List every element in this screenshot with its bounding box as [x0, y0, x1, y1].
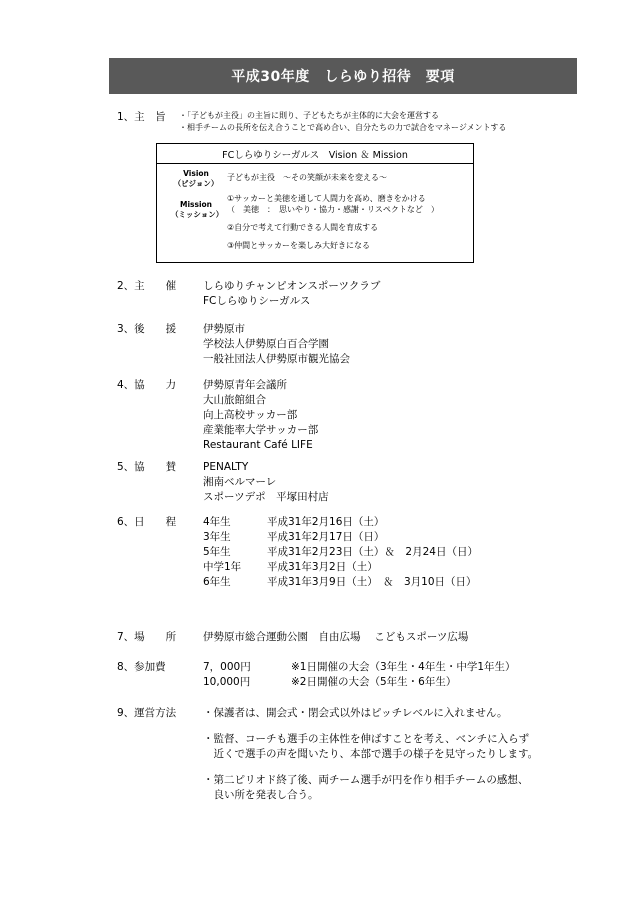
schedule-row: [203, 545, 478, 560]
schedule-grade: 5年生: [203, 546, 231, 558]
schedule-grade: 3年生: [203, 531, 231, 543]
fee-amount: 10,000円: [203, 676, 251, 688]
operation-bullet-2-line-1: ・監督、コーチも選手の主体性を伸ばすことを考え、ベンチに入らず: [203, 733, 530, 745]
cooperation-line-2: 大山旅館組合: [203, 394, 266, 406]
operation-bullet-2: [203, 732, 538, 762]
schedule-grade: 6年生: [203, 576, 231, 588]
venue-text: 伊勢原市総合運動公園 自由広場 こどもスポーツ広場: [203, 631, 469, 643]
mission-kana: （ミッション）: [171, 210, 224, 219]
fee-amount: 7，000円: [203, 661, 251, 673]
schedule-date: 平成31年2月23日（土）＆ 2月24日（日）: [267, 546, 478, 558]
vision-label-block: [171, 169, 221, 189]
operation-bullet-3-line-2: 良い所を発表し合う。: [203, 789, 319, 801]
fee-row: [203, 675, 516, 690]
schedule-row: [203, 575, 478, 590]
fee-row: [203, 660, 516, 675]
purpose-line-1: ・「子どもが主役」の主旨に則り、子どもたちが主体的に大会を運営する: [179, 111, 439, 120]
document-title: 平成30年度 しらゆり招待 要項: [109, 58, 577, 94]
mission-item-1-note: （ 美徳 ： 思いやり・協力・感謝・リスペクトなど ）: [227, 205, 439, 214]
organizer-line-1: しらゆりチャンピオンスポーツクラブ: [203, 280, 381, 292]
section-support-label: 3、後 援: [117, 323, 177, 335]
organizer-line-2: FCしらゆりシーガルス: [203, 295, 311, 307]
section-operation-label: 9、運営方法: [117, 707, 177, 719]
section-purpose-label: 1、主 旨: [117, 111, 166, 123]
schedule-grade: 中学1年: [203, 561, 242, 573]
section-schedule-label: 6、日 程: [117, 516, 177, 528]
sponsorship-line-3: スポーツデポ 平塚田村店: [203, 491, 329, 503]
sponsorship-line-1: PENALTY: [203, 461, 249, 473]
support-line-1: 伊勢原市: [203, 323, 245, 335]
operation-bullet-2-line-2: 近くで選手の声を聞いたり、本部で選手の様子を見守ったりします。: [203, 748, 539, 760]
support-line-3: 一般社団法人伊勢原市観光協会: [203, 353, 350, 365]
cooperation-line-4: 産業能率大学サッカー部: [203, 424, 319, 436]
cooperation-line-1: 伊勢原青年会議所: [203, 379, 287, 391]
schedule-row: [203, 530, 478, 545]
schedule-date: 平成31年3月2日（土）: [267, 561, 378, 573]
sponsorship-line-2: 湘南ベルマーレ: [203, 476, 277, 488]
mission-item-2: ②自分で考えて行動できる人間を育成する: [227, 223, 379, 232]
vision-kana: （ビジョン）: [173, 179, 219, 188]
section-sponsorship-label: 5、協 賛: [117, 461, 177, 473]
schedule-row: [203, 515, 478, 530]
purpose-line-2: ・相手チームの長所を伝え合うことで高め合い、自分たちの力で試合をマネージメントする: [179, 122, 507, 132]
vision-label: Vision: [183, 169, 209, 178]
cooperation-line-3: 向上高校サッカー部: [203, 409, 298, 421]
operation-bullet-3: [203, 773, 538, 803]
section-cooperation-label: 4、協 力: [117, 379, 177, 391]
mission-label-block: [171, 200, 224, 220]
vision-mission-box: [156, 143, 474, 263]
fee-note: ※2日開催の大会（5年生・6年生）: [291, 676, 457, 688]
section-organizer-label: 2、主 催: [117, 280, 177, 292]
operation-bullet-3-line-1: ・第二ピリオド終了後、両チーム選手が円を作り相手チームの感想、: [203, 774, 529, 786]
operation-bullet-1-line-1: ・保護者は、開会式・閉会式以外はピッチレベルに入れません。: [203, 707, 508, 719]
schedule-date: 平成31年2月16日（土）: [267, 516, 385, 528]
section-venue-label: 7、場 所: [117, 631, 177, 643]
schedule-grade: 4年生: [203, 516, 231, 528]
vision-mission-header: FCしらゆりシーガルス Vision ＆ Mission: [157, 144, 473, 164]
schedule-date: 平成31年2月17日（日）: [267, 531, 385, 543]
schedule-row: [203, 560, 478, 575]
fee-note: ※1日開催の大会（3年生・4年生・中学1年生）: [291, 661, 516, 673]
mission-item-1: ①サッカーと美徳を通して人間力を高め、磨きをかける: [227, 194, 426, 203]
section-fee-label: 8、参加費: [117, 661, 166, 673]
mission-item-3: ③仲間とサッカーを楽しみ大好きになる: [227, 241, 371, 250]
support-line-2: 学校法人伊勢原白百合学園: [203, 338, 329, 350]
cooperation-line-5: Restaurant Café LIFE: [203, 439, 313, 451]
vision-text: 子どもが主役 ～その笑顔が未来を変える～: [227, 173, 387, 182]
schedule-date: 平成31年3月9日（土） ＆ 3月10日（日）: [267, 576, 477, 588]
mission-label: Mission: [179, 200, 213, 209]
operation-bullet-1: [203, 706, 538, 721]
